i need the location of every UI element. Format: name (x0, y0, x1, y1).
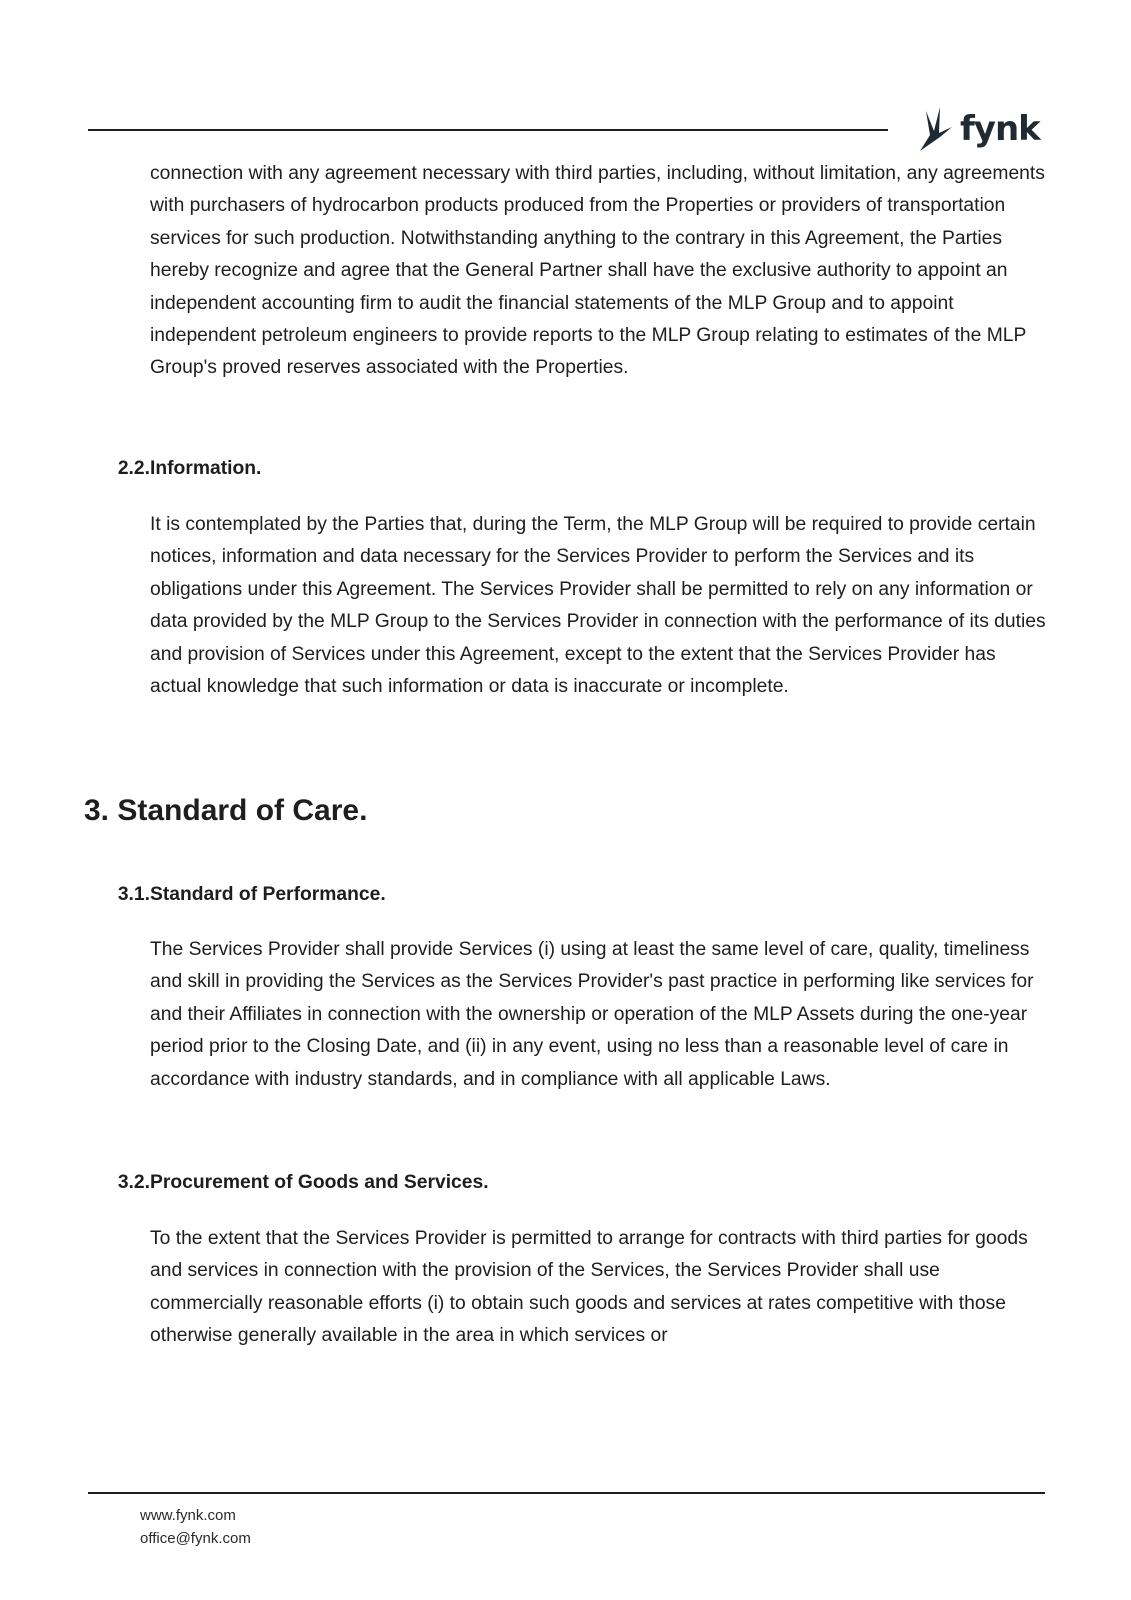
section-3-2-heading (88, 1172, 489, 1194)
logo-text: fynk (960, 109, 1040, 149)
footer-email-link[interactable]: office@fynk.com (140, 1530, 251, 1547)
fynk-logo (918, 104, 1040, 154)
section-number: 2.2. (117, 458, 150, 479)
section-number: 3.2. (117, 1172, 150, 1193)
footer-website-link[interactable]: www.fynk.com (140, 1507, 236, 1524)
section-title: Standard of Performance. (150, 884, 386, 905)
paragraph-continuation: connection with any agreement necessary with third parties, including, without limitation, any agreements with purchasers of hydrocarbon products produced from the Properties or providers of transportation services for such production. Notwithstanding anything to the contrary in this Agreement, the Parties hereby recognize and agree that the General Partner shall have the exclusive authority to appoint an independent accounting firm to audit the financial statements of the MLP Group and to appoint independent petroleum engineers to provide reports to the MLP Group relating to estimates of the MLP Group's proved reserves associated with the Properties. (150, 163, 1045, 379)
section-number: 3.1. (117, 884, 150, 905)
section-3-1-text: The Services Provider shall provide Services (i) using at least the same level of care, quality, timeliness and skill in providing the Services as the Services Provider's past practice in performing like services for and their Affiliates in connection with the ownership or operation of the MLP Assets during the one-year period prior to the Closing Date, and (ii) in any event, using no less than a reasonable level of care in accordance with industry standards, and in compliance with all applicable Laws. (150, 939, 1034, 1090)
section-2-2-heading (88, 458, 261, 480)
section-title: Procurement of Goods and Services. (150, 1172, 489, 1193)
header-rule (88, 129, 888, 131)
section-2-2-text: It is contemplated by the Parties that, during the Term, the MLP Group will be required to provide certain notices, information and data necessary for the Services Provider to perform the Services and its obligations under this Agreement. The Services Provider shall be permitted to rely on any information or data provided by the MLP Group to the Services Provider in connection with the performance of its duties and provision of Services under this Agreement, except to the extent that the Services Provider has actual knowledge that such information or data is inaccurate or incomplete. (150, 514, 1046, 698)
section-3-heading: 3. Standard of Care. (84, 794, 368, 827)
section-title: Information. (150, 458, 262, 479)
section-3-2-text: To the extent that the Services Provider is permitted to arrange for contracts with third parties for goods and services in connection with the provision of the Services, the Services Provider shall use commercially reasonable efforts (i) to obtain such goods and services at rates competitive with those otherwise generally available in the area in which services or (150, 1228, 1028, 1347)
section-3-1-heading (88, 884, 386, 906)
fynk-bird-icon (918, 105, 954, 153)
footer-rule (88, 1492, 1045, 1494)
